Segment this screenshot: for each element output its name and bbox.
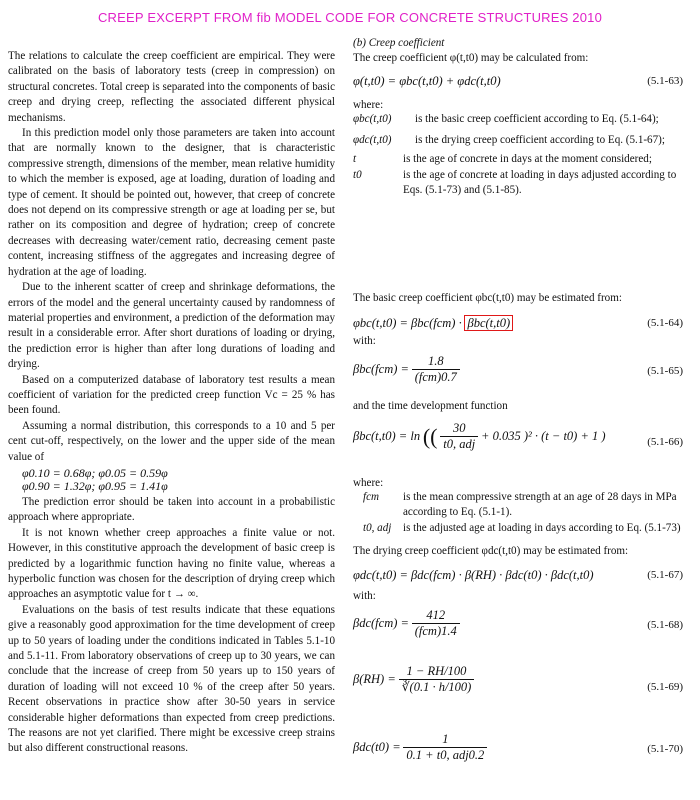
fraction (403, 732, 487, 763)
with-label: with: (353, 590, 376, 602)
denominator: t0, adj (443, 437, 476, 451)
equation-body: β(RH) = (353, 672, 396, 686)
highlighted-term: βbc(t,t0) (464, 315, 513, 331)
equation-number: (5.1-67) (647, 569, 683, 581)
equation-body: βdc(fcm) = (353, 616, 409, 630)
definitions-list (353, 112, 693, 199)
numerator: 30 (440, 421, 478, 437)
error-bound-line-2: φ0.90 = 1.32φ; φ0.95 = 1.41φ (22, 478, 168, 493)
equation-number: (5.1-65) (647, 365, 683, 377)
equation-number: (5.1-68) (647, 619, 683, 631)
equation-number: (5.1-69) (647, 681, 683, 693)
definition-symbol: φdc(t,t0) (353, 134, 392, 146)
paragraph: Due to the inherent scatter of creep and shrinkage deformations, the errors of the model and the general uncertainty caused by randomness of material properties and environment, a prediction of the deformation may result in a considerable error. After short durations of loading or drying, the prediction error is higher than after long durations of loading and drying. (8, 281, 335, 371)
equation-5-1-70 (353, 732, 693, 772)
paren-open: (( (422, 424, 438, 449)
definition-symbol: t (353, 153, 357, 165)
equation-body: βdc(t0) = (353, 740, 401, 754)
equation-number: (5.1-70) (647, 743, 683, 755)
equation-number: (5.1-66) (647, 436, 683, 448)
creep-intro: The creep coefficient φ(t,t0) may be calculated from: (353, 52, 589, 64)
equation-number: (5.1-64) (647, 317, 683, 329)
paragraph: In this prediction model only those parameters are taken into account that are normally known to the designer, that is characteristic compressive strength, dimensions of the member, mean relative humidity to which the member is exposed, age at loading, duration of loading and type of cement. It should be pointed out, however, that creep of concrete does not depend on its compressive strength or age at loading per se, but rather on its composition and degree of hydration; creep of concrete decreases with decreasing water/cement ratio, decreasing cement paste content, increasing stiffness of the aggregates and increasing degree of hydration at the age of loading. (8, 127, 335, 278)
denominator: (fcm)1.4 (414, 624, 457, 638)
definitions-list (353, 490, 693, 537)
paragraph: It is not known whether creep approaches a finite value or not. However, in this constitutive approach the development of basic creep is predicted by a logarithmic function having no finite value, whereas a hyperbolic function was chosen for the description of drying creep which approaches an asymptotic value for t → ∞. (8, 526, 335, 601)
fraction (412, 354, 460, 385)
numerator: 1.8 (412, 354, 460, 370)
basic-creep-intro: The basic creep coefficient φbc(t,t0) may be estimated from: (353, 292, 622, 304)
numerator: 1 − RH/100 (399, 664, 475, 680)
numerator: 1 (403, 732, 487, 748)
equation-5-1-64 (353, 316, 693, 332)
where-label: where: (353, 477, 384, 489)
fraction (412, 608, 460, 639)
where-label: where: (353, 99, 384, 111)
equation-body: φ(t,t0) = φbc(t,t0) + φdc(t,t0) (353, 74, 501, 88)
error-bound-line-1: φ0.10 = 0.68φ; φ0.05 = 0.59φ (22, 465, 168, 480)
equation-body: φdc(t,t0) = βdc(fcm) · β(RH) · βdc(t0) · βdc(t,t0) (353, 568, 594, 582)
paragraph: The prediction error should be taken into account in a probabilistic approach where appropriate. (8, 495, 335, 524)
definition-text: is the age of concrete in days at the moment considered; (403, 153, 652, 165)
definition-text: is the adjusted age at loading in days according to Eq. (5.1-73) (403, 522, 681, 534)
time-function-intro: and the time development function (353, 400, 508, 412)
equation-number: (5.1-63) (647, 75, 683, 87)
section-heading: (b) Creep coefficient (353, 37, 445, 49)
paragraph: Based on a computerized database of laboratory test results a mean coefficient of variation for the predicted creep function Vc = 25 % has been found. (8, 373, 335, 417)
paragraph: The relations to calculate the creep coefficient are empirical. They were calibrated on the basis of laboratory tests (creep in compression) on structural concretes. Total creep is separated into the components of basic creep and drying creep, reflecting the associated different physical mechanisms. (8, 50, 335, 124)
fraction (399, 664, 475, 695)
equation-body: φbc(t,t0) = βbc(fcm) · (353, 316, 462, 330)
equation-body: + 0.035 )² · (t − t0) + 1 ) (481, 429, 606, 443)
definition-text: is the age of concrete at loading in days adjusted according to Eqs. (5.1-73) and (5.1-85). (403, 169, 677, 196)
equation-5-1-68 (353, 608, 693, 648)
equation-5-1-67 (353, 568, 693, 584)
definition-symbol: fcm (363, 491, 380, 503)
left-column (8, 49, 335, 757)
denominator: ∛(0.1 · h/100) (401, 680, 472, 694)
definition-symbol: φbc(t,t0) (353, 113, 392, 125)
page-banner: CREEP EXCERPT FROM fib MODEL CODE FOR CONCRETE STRUCTURES 2010 (97, 10, 603, 25)
with-label: with: (353, 335, 376, 347)
equation-5-1-63 (353, 74, 693, 90)
denominator: 0.1 + t0, adj0.2 (406, 748, 485, 762)
denominator: (fcm)0.7 (414, 370, 457, 384)
definition-text: is the drying creep coefficient according to Eq. (5.1-67); (415, 134, 665, 146)
equation-body: βbc(t,t0) = ln (353, 429, 421, 443)
definition-text: is the basic creep coefficient according to Eq. (5.1-64); (415, 113, 659, 125)
drying-creep-intro: The drying creep coefficient φdc(t,t0) may be estimated from: (353, 545, 629, 557)
paragraph: Assuming a normal distribution, this corresponds to a 10 and 5 per cent cut-off, respectively, on the lower and the upper side of the mean value of (8, 419, 335, 463)
definition-text: is the mean compressive strength at an age of 28 days in MPa according to Eq. (5.1-1). (403, 491, 677, 518)
fraction (440, 421, 478, 452)
numerator: 412 (412, 608, 460, 624)
definition-symbol: t0, adj (363, 522, 392, 534)
equation-5-1-69 (353, 664, 693, 716)
definition-symbol: t0 (353, 169, 362, 181)
equation-5-1-66 (353, 421, 693, 471)
paragraph: Evaluations on the basis of test results indicate that these equations give a reasonably good approximation for the time development of creep up to 50 years of loading under the conditions indicated in Tables 5.1-10 and 5.1-11. From laboratory observations of creep up to 30 years, we can conclude that the increase of creep from 50 years up to 150 years of duration of loading will not exceed 10 % of the creep after 50 years. Recent observations in practice show after 30-50 years in service considerable higher deformations than expected from creep predictions. The reasons are not yet clarified. There might be excessive creep strains but also different constructional reasons. (8, 603, 335, 755)
equation-body: βbc(fcm) = (353, 362, 409, 376)
equation-5-1-65 (353, 354, 693, 394)
